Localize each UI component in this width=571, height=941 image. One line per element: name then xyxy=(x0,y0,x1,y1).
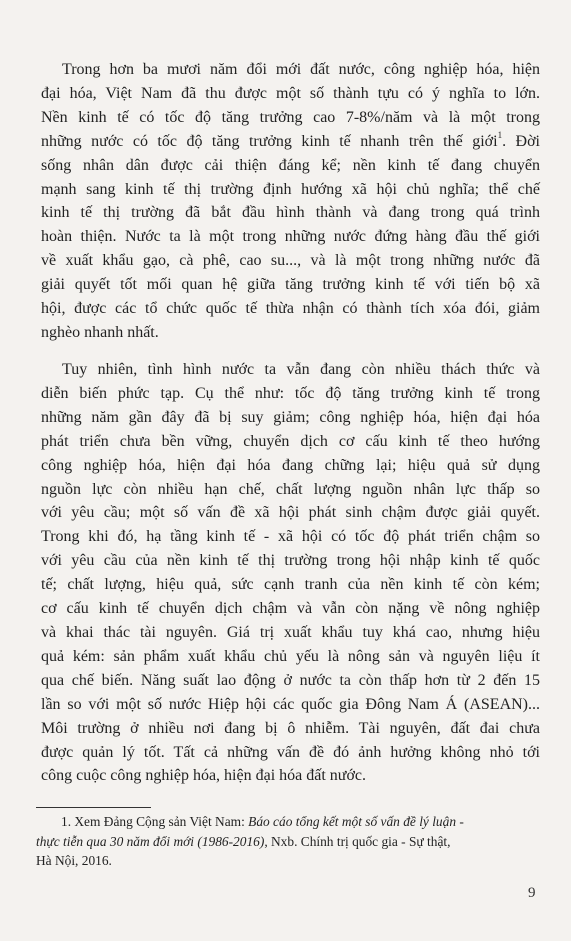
paragraph-2-line-16: Môi trường ở nhiều nơi đang bị ô nhiễm. Tài nguyên, đất đai chưa xyxy=(41,719,540,737)
footnote-reference: 1 xyxy=(497,130,503,141)
paragraph-2-line-4: phát triển chưa bền vững, chuyển dịch cơ cấu kinh tế theo hướng xyxy=(41,432,540,450)
footnote-line-3: Hà Nội, 2016. xyxy=(36,853,112,868)
paragraph-2-line-9: với yêu cầu của nền kinh tế thị trường trong hội nhập kinh tế quốc xyxy=(41,552,540,570)
paragraph-1-line-4-text: những nước có tốc độ tăng trưởng kinh tế nhanh trên thế giới xyxy=(41,132,498,150)
footnote-publisher: , Nxb. Chính trị quốc gia - Sự thật, xyxy=(264,833,451,849)
paragraph-2-line-14: qua chế biến. Năng suất lao động ở nước ta còn thấp hơn từ 2 đến 15 xyxy=(41,671,540,689)
paragraph-1 xyxy=(41,58,540,345)
paragraph-1-line-10: giải quyết tốt mối quan hệ giữa tăng trưởng kinh tế với tiến bộ xã xyxy=(41,276,540,294)
paragraph-1-line-6: mạnh sang kinh tế thị trường định hướng xã hội chủ nghĩa; thể chế xyxy=(41,180,540,198)
paragraph-2-line-15: lần so với một số nước Hiệp hội các quốc gia Đông Nam Á (ASEAN)... xyxy=(41,695,540,713)
footnote-line-1 xyxy=(36,812,540,832)
paragraph-2-line-7: với yêu cầu; một số vấn đề xã hội phát sinh chậm được giải quyết. xyxy=(41,504,540,522)
footnote-title-part-1: Báo cáo tổng kết một số vấn đề lý luận - xyxy=(248,814,464,829)
paragraph-2-line-3: những năm gần đây đã bị suy giảm; công nghiệp hóa, hiện đại hóa xyxy=(41,408,540,426)
paragraph-1-line-9: về xuất khẩu gạo, cà phê, cao su..., và là một trong những nước đã xyxy=(41,252,540,270)
page-number: 9 xyxy=(528,885,536,901)
paragraph-2-line-11: cơ cấu kinh tế chuyển dịch chậm và vẫn còn nặng về nông nghiệp xyxy=(41,600,540,618)
paragraph-2 xyxy=(41,358,540,788)
paragraph-2-line-8: Trong khi đó, hạ tầng kinh tế - xã hội có tốc độ phát triển chậm so xyxy=(41,528,540,546)
footnote-title-part-2: thực tiễn qua 30 năm đổi mới (1986-2016) xyxy=(36,833,265,849)
footnote-line-2 xyxy=(36,832,540,852)
paragraph-1-line-2: đại hóa, Việt Nam đã thu được một số thành tựu có ý nghĩa to lớn. xyxy=(41,84,540,102)
paragraph-2-line-13: quả kém: sản phẩm xuất khẩu chủ yếu là nông sản và nguyên liệu ít xyxy=(41,647,540,665)
paragraph-1-line-5: sống nhân dân được cải thiện đáng kể; nền kinh tế đang chuyển xyxy=(41,156,540,174)
footnote-divider xyxy=(36,807,151,808)
paragraph-2-line-5: công nghiệp hóa, hiện đại hóa đang chững lại; hiệu quả sử dụng xyxy=(41,456,540,474)
paragraph-2-line-2: diễn biến phức tạp. Cụ thể như: tốc độ tăng trưởng kinh tế trong xyxy=(41,384,540,402)
footnote xyxy=(36,812,540,871)
paragraph-2-line-17: được quản lý tốt. Tất cả những vấn đề đó ảnh hưởng không nhỏ tới xyxy=(41,743,540,761)
paragraph-1-line-8: hoàn thiện. Nước ta là một trong những nước đứng hàng đầu thế giới xyxy=(41,228,540,246)
paragraph-2-line-10: tế; chất lượng, hiệu quả, sức cạnh tranh của nền kinh tế còn kém; xyxy=(41,576,540,594)
paragraph-1-line-12: nghèo nhanh nhất. xyxy=(41,323,159,341)
paragraph-1-line-3: Nền kinh tế có tốc độ tăng trưởng cao 7-8%/năm và là một trong xyxy=(41,108,540,126)
paragraph-2-line-12: và khai thác tài nguyên. Giá trị xuất khẩu tuy khá cao, nhưng hiệu xyxy=(41,623,540,641)
paragraph-1-line-4 xyxy=(41,130,540,154)
paragraph-2-line-1: Tuy nhiên, tình hình nước ta vẫn đang còn nhiều thách thức và xyxy=(62,361,540,378)
footnote-number: 1. Xem Đảng Cộng sản Việt Nam: xyxy=(61,814,249,829)
paragraph-2-line-6: nguồn lực còn nhiều hạn chế, chất lượng nguồn nhân lực thấp so xyxy=(41,480,540,498)
paragraph-1-line-11: hội, được các tổ chức quốc tế thừa nhận có thành tích xóa đói, giảm xyxy=(41,300,540,318)
paragraph-2-line-18: công cuộc công nghiệp hóa, hiện đại hóa đất nước. xyxy=(41,767,367,785)
paragraph-1-line-4-tail: . Đời xyxy=(502,132,540,150)
paragraph-1-line-7: kinh tế thị trường đã bắt đầu hình thành và đang trong quá trình xyxy=(41,204,540,222)
paragraph-1-line-1: Trong hơn ba mươi năm đổi mới đất nước, công nghiệp hóa, hiện xyxy=(62,61,540,78)
